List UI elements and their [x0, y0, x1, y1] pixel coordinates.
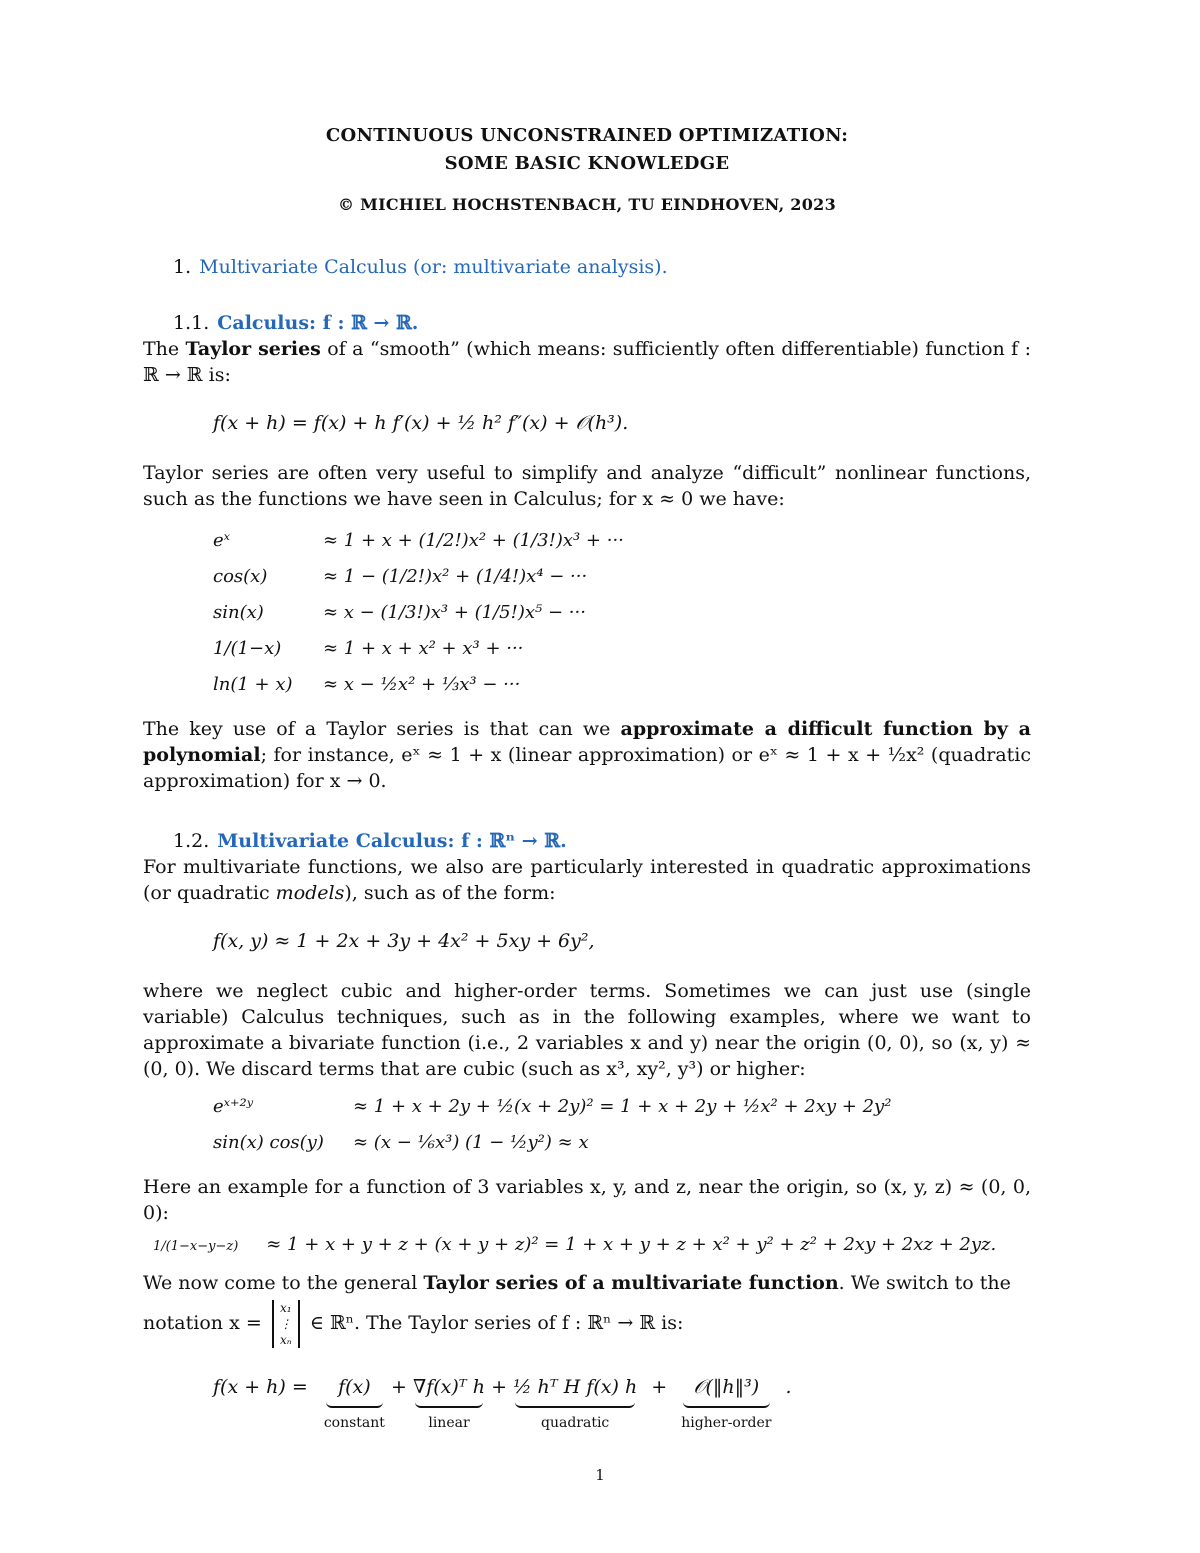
underbrace — [515, 1402, 635, 1408]
section-number: 1. — [173, 256, 192, 278]
expansion-row — [213, 524, 644, 560]
expansion-lhs: eˣ — [213, 530, 231, 551]
section-1-heading — [143, 254, 1031, 280]
trivariate-paragraph: Here an example for a function of 3 variables x, y, and z, near the origin, so (x, y, z) ≈ (0, 0, 0): — [143, 1176, 1031, 1224]
vector-entry-first: x₁ — [280, 1301, 292, 1315]
underbrace — [326, 1402, 383, 1408]
expansion-row — [213, 596, 644, 632]
trivariate-lhs: 1/(1−x−y−z) — [153, 1239, 239, 1254]
notation-paragraph — [143, 1300, 1031, 1348]
underbrace — [415, 1402, 483, 1408]
expansion-lhs: 1/(1−x) — [213, 638, 282, 659]
emphasis-term: models — [275, 882, 345, 904]
text-run: ∈ ℝⁿ. The Taylor series of f : ℝⁿ → ℝ is: — [309, 1312, 684, 1334]
key-use-paragraph — [143, 716, 1031, 794]
text-run: The — [143, 338, 186, 360]
bold-term: Taylor series — [185, 338, 321, 360]
period: . — [785, 1376, 792, 1398]
section-title: Multivariate Calculus (or: multivariate analysis). — [199, 256, 668, 278]
general-lhs: f(x + h) = — [213, 1376, 308, 1398]
multivariate-intro-paragraph — [143, 854, 1031, 906]
page-number: 1 — [595, 1466, 605, 1484]
expansion-row — [213, 668, 644, 704]
text-run: notation x = — [143, 1312, 262, 1334]
constant-term — [324, 1374, 385, 1434]
expansion-rhs: ≈ x − ½x² + ⅓x³ − ··· — [323, 674, 521, 695]
vector-entry-dots: ⋮ — [279, 1317, 292, 1331]
bivariate-paragraph: where we neglect cubic and higher-order terms. Sometimes we can just use (single variable) Calculus techniques, such as in the following examples, where we want to approximate a bivariate function (i.e., 2 variables x and y) near the origin (0, 0), so (x, y) ≈ (0, 0). We discard terms that are cubic (such as x³, xy², y³) or higher: — [143, 980, 1031, 1080]
bivariate-lhs: sin(x) cos(y) — [213, 1132, 324, 1153]
expansion-lhs: sin(x) — [213, 602, 264, 623]
underbrace — [683, 1402, 769, 1408]
expansion-rhs: ≈ 1 − (1/2!)x² + (1/4!)x⁴ − ··· — [323, 566, 588, 587]
bivariate-rhs: ≈ (x − ⅙x³) (1 − ½y²) ≈ x — [353, 1132, 589, 1153]
text-run: . We switch to the — [838, 1272, 1011, 1294]
bold-term: Taylor series of a multivariate function — [423, 1272, 839, 1294]
plus-sign: + — [390, 1376, 407, 1398]
quadratic-model-equation: f(x, y) ≈ 1 + 2x + 3y + 4x² + 5xy + 6y², — [213, 930, 595, 952]
general-taylor-equation — [143, 1374, 1031, 1434]
expansion-rhs: ≈ x − (1/3!)x³ + (1/5!)x⁵ − ··· — [323, 602, 586, 623]
general-taylor-paragraph — [143, 1270, 1031, 1296]
expansion-lhs: ln(1 + x) — [213, 674, 293, 695]
term-label: quadratic — [541, 1415, 610, 1431]
text-run: We now come to the general — [143, 1272, 424, 1294]
bivariate-table — [213, 1090, 911, 1162]
text-run: For multivariate functions, we also are particularly interested in quadratic approximations (or quadratic — [143, 856, 1031, 904]
vector-entry-last: xₙ — [279, 1333, 292, 1347]
linear-term — [413, 1374, 485, 1434]
term-expression: ∇f(x)ᵀ h — [412, 1376, 486, 1398]
expansion-row — [213, 560, 644, 596]
text-run: of a “smooth” (which means: sufficiently often differentiable) function f : ℝ → ℝ is: — [143, 338, 1031, 386]
taylor-equation: f(x + h) = f(x) + h f′(x) + ½ h² f″(x) + 𝒪(h³). — [213, 412, 629, 434]
subsection-number: 1.2. — [173, 830, 210, 852]
expansion-rhs: ≈ 1 + x + (1/2!)x² + (1/3!)x³ + ··· — [323, 530, 624, 551]
taylor-usefulness-paragraph: Taylor series are often very useful to simplify and analyze “difficult” nonlinear functions, such as the functions we have seen in Calculus; for x ≈ 0 we have: — [143, 462, 1031, 510]
plus-sign: + — [491, 1376, 508, 1398]
plus-sign: + — [651, 1376, 668, 1398]
subsection-1-1-heading — [143, 310, 1031, 336]
text-run: The key use of a Taylor series is that can we — [143, 718, 621, 740]
author-line: © MICHIEL HOCHSTENBACH, TU EINDHOVEN, 2023 — [337, 195, 837, 214]
title-line-2: SOME BASIC KNOWLEDGE — [444, 153, 730, 174]
term-label: linear — [428, 1415, 470, 1431]
bivariate-lhs: eˣ⁺²ʸ — [213, 1096, 254, 1117]
taylor-intro-paragraph — [143, 336, 1031, 388]
term-label: constant — [323, 1415, 385, 1431]
title-line-1: CONTINUOUS UNCONSTRAINED OPTIMIZATION: — [325, 125, 849, 146]
trivariate-equation — [153, 1232, 1031, 1260]
term-expression: ½ hᵀ H f(x) h — [513, 1376, 638, 1398]
text-run: ; for instance, eˣ ≈ 1 + x (linear approximation) or eˣ ≈ 1 + x + ½x² (quadratic approximation) for x → 0. — [143, 744, 1031, 792]
bivariate-row — [213, 1090, 911, 1126]
trivariate-rhs: ≈ 1 + x + y + z + (x + y + z)² = 1 + x + y + z + x² + y² + z² + 2xy + 2xz + 2yz. — [266, 1234, 997, 1255]
page-title — [143, 122, 1031, 178]
document-page — [143, 122, 1031, 1434]
term-expression: f(x) — [338, 1376, 371, 1398]
expansion-table — [213, 524, 644, 704]
bivariate-rhs: ≈ 1 + x + 2y + ½(x + 2y)² = 1 + x + 2y + ½x² + 2xy + 2y² — [353, 1096, 892, 1117]
subsection-1-2-heading — [143, 828, 1031, 854]
text-run: ), such as of the form: — [344, 882, 556, 904]
column-vector — [272, 1300, 300, 1348]
term-label: higher-order — [681, 1415, 772, 1431]
subsection-number: 1.1. — [173, 312, 210, 334]
subsection-title: Multivariate Calculus: f : ℝⁿ → ℝ. — [217, 830, 567, 852]
bivariate-row — [213, 1126, 911, 1162]
subsection-title: Calculus: f : ℝ → ℝ. — [217, 312, 419, 334]
bold-term: approximate a difficult function by a polynomial — [143, 718, 1031, 766]
expansion-lhs: cos(x) — [213, 566, 268, 587]
expansion-row — [213, 632, 644, 668]
quadratic-term — [513, 1374, 637, 1434]
expansion-rhs: ≈ 1 + x + x² + x³ + ··· — [323, 638, 524, 659]
higher-order-term — [681, 1374, 771, 1434]
term-expression: 𝒪(‖h‖³) — [693, 1376, 760, 1398]
